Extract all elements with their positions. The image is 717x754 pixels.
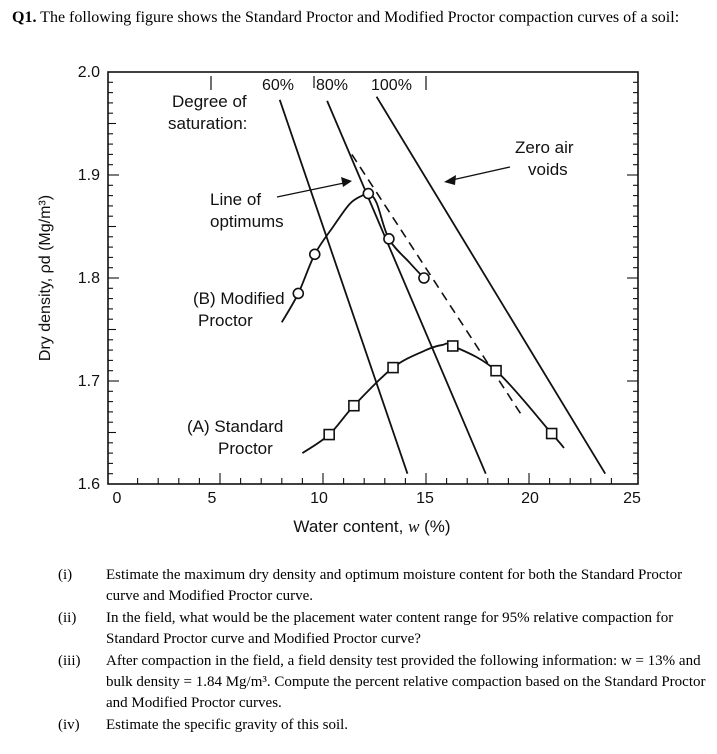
y-tick-label: 1.8 bbox=[77, 270, 100, 287]
saturation-80-line bbox=[327, 101, 486, 474]
subquestion-text: In the field, what would be the placement water content range for 95% relative compaction for Standard Proctor curve and Modified Proctor curve? bbox=[106, 610, 674, 647]
standard-proctor-point bbox=[388, 363, 398, 373]
y-axis-label: Dry density, ρd (Mg/m³) bbox=[37, 194, 54, 362]
modified-proctor-point bbox=[363, 189, 373, 199]
line-of-optimums-arrowhead bbox=[341, 177, 352, 187]
x-tick-label: 20 bbox=[521, 490, 539, 507]
question-number: Q1. bbox=[12, 9, 37, 26]
zero-air-voids-label: Zero air bbox=[515, 138, 574, 157]
modified-proctor-point bbox=[384, 234, 394, 244]
x-tick-label: 5 bbox=[207, 490, 217, 507]
line-of-optimums bbox=[352, 154, 523, 417]
standard-proctor-point bbox=[491, 366, 501, 376]
zero-air-voids-arrowhead bbox=[444, 175, 456, 185]
standard-proctor-label: Proctor bbox=[218, 439, 273, 458]
sat-80-label: 80% bbox=[316, 77, 349, 94]
y-tick-label: 2.0 bbox=[77, 64, 100, 81]
sat-100-label: 100% bbox=[371, 77, 412, 94]
subquestion-text: After compaction in the field, a field density test provided the following information: w = 13% and bulk density = 1.84 Mg/m³. Compute the percent relative compaction based on the Standard Proctor and Modified Proctor curves. bbox=[106, 653, 706, 711]
x-tick-label: 15 bbox=[416, 490, 434, 507]
x-tick-label: 25 bbox=[623, 490, 641, 507]
standard-proctor-point bbox=[324, 430, 334, 440]
standard-proctor-curve bbox=[302, 344, 564, 454]
modified-proctor-curve bbox=[282, 193, 424, 322]
modified-proctor-point bbox=[310, 249, 320, 259]
x-tick-label: 10 bbox=[310, 490, 328, 507]
line-of-optimums-label: Line of bbox=[210, 190, 262, 209]
standard-proctor-point bbox=[349, 401, 359, 411]
standard-proctor-point bbox=[448, 341, 458, 351]
subquestion-text: Estimate the specific gravity of this soil. bbox=[106, 717, 349, 733]
x-tick-label: 0 bbox=[112, 490, 122, 507]
subquestion-number: (iv) bbox=[58, 717, 80, 733]
sat-60-label: 60% bbox=[262, 77, 295, 94]
subquestion-number: (i) bbox=[58, 567, 73, 583]
subquestion-text: Estimate the maximum dry density and optimum moisture content for both the Standard Proctor curve and Modified Proctor curve. bbox=[106, 567, 683, 604]
modified-proctor-point bbox=[293, 288, 303, 298]
modified-proctor-point bbox=[419, 273, 429, 283]
subquestion-number: (ii) bbox=[58, 610, 77, 626]
question-text: The following figure shows the Standard Proctor and Modified Proctor compaction curves of a soil: bbox=[40, 9, 680, 26]
zero-air-voids-label: voids bbox=[528, 160, 568, 179]
line-of-optimums-arrow bbox=[277, 183, 344, 197]
modified-proctor-label: Proctor bbox=[198, 311, 253, 330]
standard-proctor-label: (A) Standard bbox=[187, 417, 284, 436]
y-tick-label: 1.9 bbox=[77, 167, 100, 184]
y-tick-label: 1.7 bbox=[77, 373, 100, 390]
degree-of-saturation-label: Degree of bbox=[172, 92, 247, 111]
zero-air-voids-arrow bbox=[452, 167, 510, 180]
modified-proctor-label: (B) Modified bbox=[193, 289, 285, 308]
standard-proctor-point bbox=[547, 429, 557, 439]
subquestion-number: (iii) bbox=[58, 653, 81, 669]
x-axis-label: Water content, w (%) bbox=[293, 517, 451, 536]
y-tick-label: 1.6 bbox=[77, 476, 100, 493]
line-of-optimums-label: optimums bbox=[210, 212, 284, 231]
degree-of-saturation-label: saturation: bbox=[168, 114, 248, 133]
